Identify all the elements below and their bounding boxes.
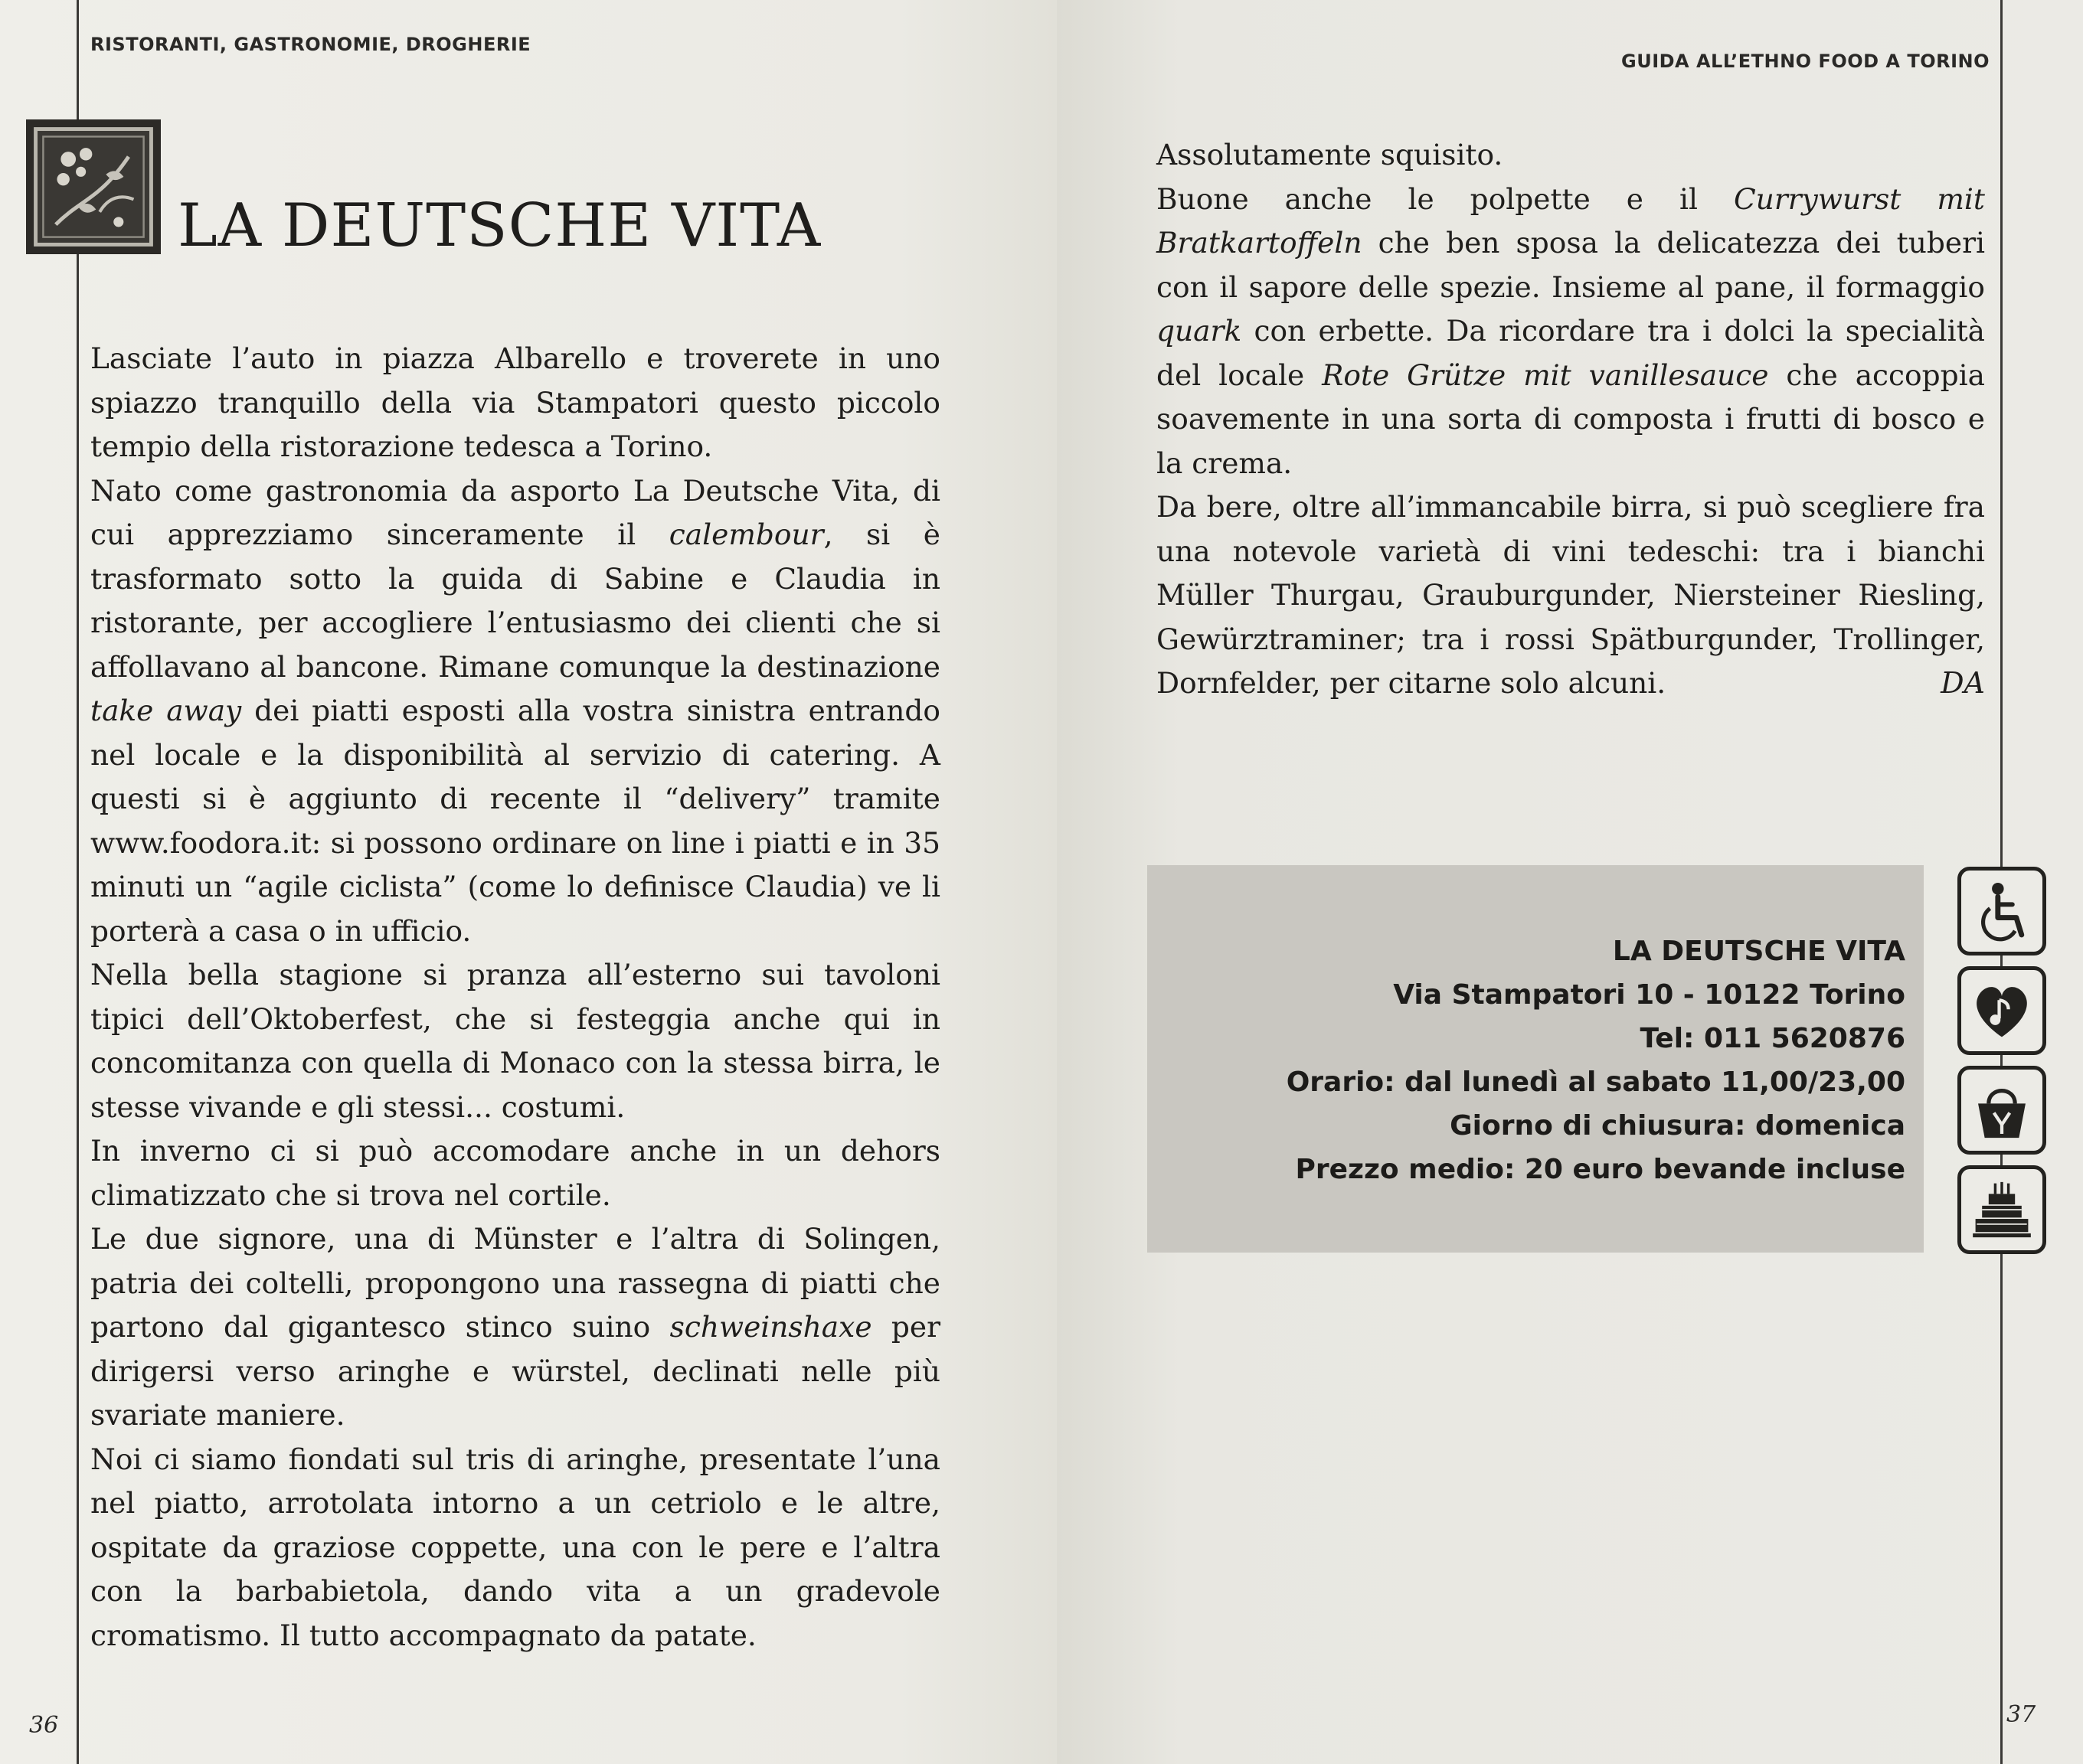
right-body-text xyxy=(1156,133,1985,706)
italic-term: schweinshaxe xyxy=(669,1310,872,1344)
info-name: LA DEUTSCHE VITA xyxy=(1612,936,1905,967)
body-paragraph: Da bere, oltre all’immancabile birra, si può scegliere fra una notevole varietà di vini tedeschi: tra i bianchi Müller Thurgau, Grauburgunder, Niersteiner Riesling, Gewürztraminer; tra i rossi Spätburgunder, Trollinger, Dornfelder, per citarne solo alcuni. xyxy=(1156,490,1985,700)
author-signature: DA xyxy=(1941,666,1985,700)
info-box xyxy=(1147,865,1924,1253)
right-running-head: GUIDA ALL’ETHNO FOOD A TORINO xyxy=(1621,51,1990,72)
left-running-head: RISTORANTI, GASTRONOMIE, DROGHERIE xyxy=(90,34,531,55)
cake-icon xyxy=(1957,1165,2046,1254)
body-paragraph: Nella bella stagione si pranza all’esterno sui tavoloni tipici dell’Oktoberfest, che si festeggia anche qui in concomitanza con quella di Monaco con la stessa birra, le stesse vivande e gli stessi... costumi. xyxy=(90,958,940,1124)
body-paragraph: Buone anche le polpette e il Currywurst mit Bratkartoffeln che ben sposa la delicatezza dei tuberi con il sapore delle spezie. Insieme al pane, il formaggio quark con erbette. Da ricordare tra i dolci la specialità del locale Rote Grütze mit vanillesauce che accoppia soavemente in una sorta di composta i frutti di bosco e la crema. xyxy=(1156,181,1985,480)
italic-term: quark xyxy=(1156,314,1242,348)
italic-term: take away xyxy=(90,694,242,727)
body-paragraph: Nato come gastronomia da asporto La Deutsche Vita, di cui apprezziamo sinceramente il calembour, si è trasformato sotto la guida di Sabine e Claudia in ristorante, per accogliere l’entusiasmo dei clienti che si affollavano al bancone. Rimane comunque la destinazione take away dei piatti esposti alla vostra sinistra entrando nel locale e la disponibilità al servizio di catering. A questi si è aggiunto di recente il “delivery” tramite www.foodora.it: si possono ordinare on line i piatti e in 35 minuti un “agile ciclista” (come lo definisce Claudia) ve li porterà a casa o in ufficio. xyxy=(90,473,941,948)
wheelchair-icon xyxy=(1957,867,2046,956)
body-paragraph: Lasciate l’auto in piazza Albarello e troverete in uno spiazzo tranquillo della via Stampatori questo piccolo tempio della ristorazione tedesca a Torino. xyxy=(90,341,940,463)
left-body-text xyxy=(90,337,940,1658)
italic-term: Rote Grütze mit vanillesauce xyxy=(1322,358,1769,392)
italic-term: calembour xyxy=(669,518,824,551)
info-closing: Giorno di chiusura: domenica xyxy=(1450,1110,1905,1142)
shopping-bag-icon xyxy=(1957,1066,2046,1155)
italic-term: Currywurst mit Bratkartoffeln xyxy=(1156,181,1985,260)
info-lines xyxy=(1287,929,1905,1191)
page-title: LA DEUTSCHE VITA xyxy=(178,191,822,260)
body-paragraph: Assolutamente squisito. xyxy=(1156,138,1503,172)
decorative-initial-icon xyxy=(26,119,161,254)
body-paragraph: In inverno ci si può accomodare anche in un dehors climatizzato che si trova nel cortile. xyxy=(90,1134,940,1212)
heart-icon xyxy=(1957,966,2046,1055)
right-page-number: 37 xyxy=(2006,1701,2036,1728)
amenity-icons xyxy=(1957,867,2046,1265)
info-price: Prezzo medio: 20 euro bevande incluse xyxy=(1295,1154,1905,1185)
body-paragraph: Noi ci siamo fiondati sul tris di aringhe, presentate l’una nel piatto, arrotolata intorno a un cetriolo e le altre, ospitate da graziose coppette, una con le pere e l’altra con la barbabietola, dando vita a un gradevole cromatismo. Il tutto accompagnato da patate. xyxy=(90,1442,940,1652)
info-phone: Tel: 011 5620876 xyxy=(1640,1023,1905,1054)
left-page-number: 36 xyxy=(29,1712,59,1739)
info-hours: Orario: dal lunedì al sabato 11,00/23,00 xyxy=(1286,1067,1905,1098)
left-margin-rule xyxy=(77,0,79,1764)
ornament-art xyxy=(31,124,156,250)
info-address: Via Stampatori 10 - 10122 Torino xyxy=(1393,979,1905,1011)
body-paragraph: Le due signore, una di Münster e l’altra di Solingen, patria dei coltelli, propongono una rassegna di piatti che partono dal gigantesco stinco suino schweinshaxe per dirigersi verso aringhe e würstel, declinati nelle più svariate maniere. xyxy=(90,1222,940,1432)
